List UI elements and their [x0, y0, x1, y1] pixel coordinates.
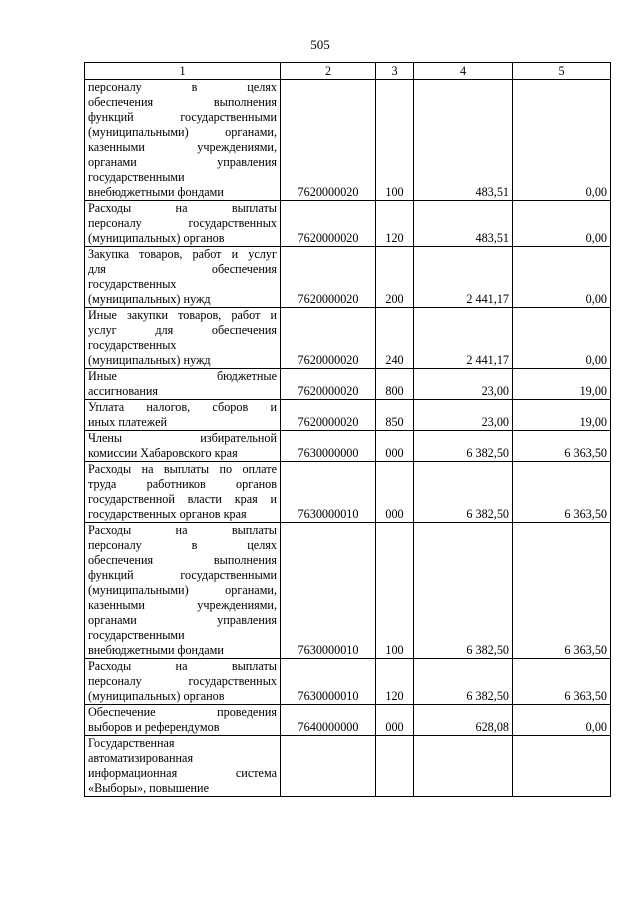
- row-value-5: 0,00: [513, 80, 611, 201]
- column-header-5: 5: [513, 63, 611, 80]
- row-value-4: 483,51: [414, 201, 513, 247]
- row-name-line: иных платежей: [88, 415, 167, 429]
- row-value-5: 0,00: [513, 308, 611, 369]
- row-name-line: ассигнования: [88, 384, 159, 398]
- row-name-line: функций государственными: [88, 110, 277, 124]
- row-name-line: персоналу государственных: [88, 674, 277, 688]
- row-value-4: 23,00: [414, 369, 513, 400]
- row-name-line: (муниципальными) органами,: [88, 125, 277, 139]
- row-name-line: государственными: [88, 628, 185, 642]
- row-name-line: автоматизированная: [88, 751, 194, 765]
- row-value-5: 19,00: [513, 369, 611, 400]
- row-expense-type: [376, 736, 414, 797]
- column-header-1: 1: [85, 63, 281, 80]
- row-target-code: 7630000000: [281, 431, 376, 462]
- table-body: [85, 80, 611, 797]
- row-name-line: государственных: [88, 277, 177, 291]
- row-target-code: 7630000010: [281, 462, 376, 523]
- row-name-line: (муниципальных) органов: [88, 689, 225, 703]
- row-expense-type: 200: [376, 247, 414, 308]
- row-value-4: 628,08: [414, 705, 513, 736]
- row-name-line: государственной власти края и: [88, 492, 277, 506]
- row-expense-type: 000: [376, 705, 414, 736]
- row-name-line: Расходы на выплаты: [88, 659, 277, 673]
- row-target-code: 7620000020: [281, 201, 376, 247]
- row-name: [85, 462, 281, 523]
- row-name: [85, 431, 281, 462]
- row-expense-type: 120: [376, 659, 414, 705]
- row-target-code: 7620000020: [281, 247, 376, 308]
- column-header-2: 2: [281, 63, 376, 80]
- table-row: [85, 247, 611, 308]
- budget-table: [84, 62, 611, 797]
- row-name-line: Расходы на выплаты: [88, 523, 277, 537]
- row-value-5: 0,00: [513, 705, 611, 736]
- table-header-row: [85, 63, 611, 80]
- column-header-3: 3: [376, 63, 414, 80]
- row-name-line: (муниципальных) нужд: [88, 292, 211, 306]
- row-expense-type: 000: [376, 462, 414, 523]
- row-name-line: персоналу в целях: [88, 80, 277, 94]
- row-name-line: органами управления: [88, 613, 277, 627]
- row-name-line: (муниципальными) органами,: [88, 583, 277, 597]
- row-name-line: персоналу в целях: [88, 538, 277, 552]
- row-expense-type: 240: [376, 308, 414, 369]
- row-target-code: 7630000010: [281, 659, 376, 705]
- row-value-4: 483,51: [414, 80, 513, 201]
- row-name-line: Иные бюджетные: [88, 369, 277, 383]
- row-name-line: выборов и референдумов: [88, 720, 220, 734]
- row-name-line: Закупка товаров, работ и услуг: [88, 247, 277, 261]
- row-name-line: внебюджетными фондами: [88, 185, 224, 199]
- row-name-line: казенными учреждениями,: [88, 140, 277, 154]
- row-value-4: 6 382,50: [414, 431, 513, 462]
- row-target-code: 7620000020: [281, 369, 376, 400]
- row-target-code: 7620000020: [281, 400, 376, 431]
- table-row: [85, 80, 611, 201]
- row-name-line: Уплата налогов, сборов и: [88, 400, 277, 414]
- table-row: [85, 400, 611, 431]
- row-value-5: [513, 736, 611, 797]
- row-name: [85, 736, 281, 797]
- row-name: [85, 705, 281, 736]
- row-name-line: Расходы на выплаты по оплате: [88, 462, 277, 476]
- row-value-4: 6 382,50: [414, 462, 513, 523]
- row-value-5: 6 363,50: [513, 462, 611, 523]
- row-name-line: для обеспечения: [88, 262, 277, 276]
- row-value-5: 0,00: [513, 247, 611, 308]
- row-name: [85, 201, 281, 247]
- row-target-code: 7640000000: [281, 705, 376, 736]
- row-name-line: информационная система: [88, 766, 277, 780]
- row-name-line: органами управления: [88, 155, 277, 169]
- page-number: 505: [310, 37, 330, 52]
- row-value-4: 2 441,17: [414, 308, 513, 369]
- row-name: [85, 247, 281, 308]
- row-name-line: обеспечения выполнения: [88, 95, 277, 109]
- row-target-code: 7620000020: [281, 308, 376, 369]
- table-row: [85, 462, 611, 523]
- row-expense-type: 800: [376, 369, 414, 400]
- row-expense-type: 100: [376, 523, 414, 659]
- row-value-5: 19,00: [513, 400, 611, 431]
- row-value-5: 0,00: [513, 201, 611, 247]
- row-value-4: [414, 736, 513, 797]
- row-target-code: [281, 736, 376, 797]
- row-name-line: обеспечения выполнения: [88, 553, 277, 567]
- row-value-5: 6 363,50: [513, 659, 611, 705]
- column-header-4: 4: [414, 63, 513, 80]
- row-name-line: внебюджетными фондами: [88, 643, 224, 657]
- table-row: [85, 201, 611, 247]
- row-value-4: 2 441,17: [414, 247, 513, 308]
- table-row: [85, 523, 611, 659]
- table-row: [85, 369, 611, 400]
- row-name-line: государственных органов края: [88, 507, 247, 521]
- row-name-line: государственными: [88, 170, 185, 184]
- table-row: [85, 308, 611, 369]
- table-row: [85, 736, 611, 797]
- row-expense-type: 100: [376, 80, 414, 201]
- row-value-5: 6 363,50: [513, 431, 611, 462]
- row-name-line: Расходы на выплаты: [88, 201, 277, 215]
- row-name: [85, 400, 281, 431]
- row-value-4: 6 382,50: [414, 523, 513, 659]
- row-name-line: услуг для обеспечения: [88, 323, 277, 337]
- row-name: [85, 308, 281, 369]
- row-name-line: персоналу государственных: [88, 216, 277, 230]
- row-name: [85, 80, 281, 201]
- row-name: [85, 659, 281, 705]
- row-value-4: 6 382,50: [414, 659, 513, 705]
- row-name: [85, 523, 281, 659]
- row-value-4: 23,00: [414, 400, 513, 431]
- row-target-code: 7630000010: [281, 523, 376, 659]
- table-row: [85, 705, 611, 736]
- row-target-code: 7620000020: [281, 80, 376, 201]
- row-name-line: государственных: [88, 338, 177, 352]
- row-name-line: Обеспечение проведения: [88, 705, 277, 719]
- row-name-line: Государственная: [88, 736, 175, 750]
- table-row: [85, 659, 611, 705]
- row-name-line: (муниципальных) органов: [88, 231, 225, 245]
- row-name-line: (муниципальных) нужд: [88, 353, 211, 367]
- row-expense-type: 000: [376, 431, 414, 462]
- row-name-line: функций государственными: [88, 568, 277, 582]
- row-value-5: 6 363,50: [513, 523, 611, 659]
- row-name-line: Члены избирательной: [88, 431, 277, 445]
- table-row: [85, 431, 611, 462]
- row-name-line: комиссии Хабаровского края: [88, 446, 238, 460]
- row-name: [85, 369, 281, 400]
- row-expense-type: 850: [376, 400, 414, 431]
- row-name-line: труда работников органов: [88, 477, 277, 491]
- row-name-line: Иные закупки товаров, работ и: [88, 308, 277, 322]
- row-name-line: казенными учреждениями,: [88, 598, 277, 612]
- row-name-line: «Выборы», повышение: [88, 781, 209, 795]
- row-expense-type: 120: [376, 201, 414, 247]
